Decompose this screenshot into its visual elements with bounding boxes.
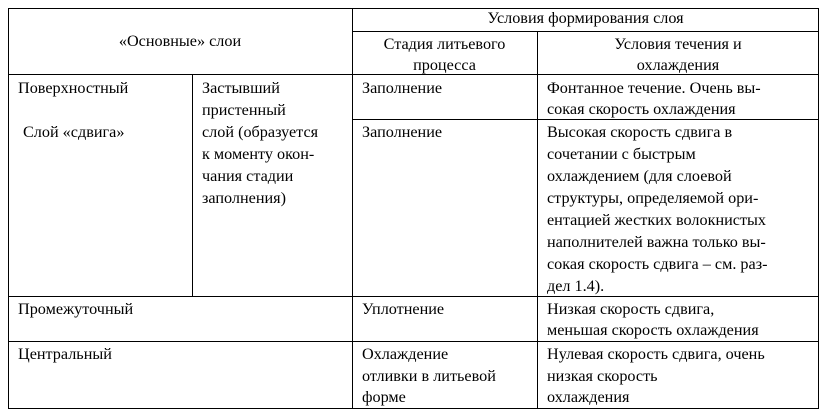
frozen-layer-divider <box>192 74 193 297</box>
stage-line: Охлаждение <box>362 345 449 363</box>
flow-line: Высокая скорость сдвига в <box>547 123 733 141</box>
flow-line: дел 1.4). <box>547 277 605 295</box>
stage-line: отливки в литьевой <box>362 367 496 385</box>
flow-line: наполнителей важна только вы- <box>547 233 766 251</box>
flow-line: Низкая скорость сдвига, <box>547 300 715 318</box>
flow-line: охлаждения <box>547 388 630 406</box>
header-flow-line: охлаждения <box>636 56 720 74</box>
layer-cell: Центральный <box>18 345 112 363</box>
stage-line: форме <box>362 388 406 406</box>
flow-line: структуры, определяемой ори- <box>547 189 759 207</box>
layer-cell: Слой «сдвига» <box>23 123 125 141</box>
header-flow-line: Условия течения и <box>614 35 742 53</box>
flow-line: сочетании с быстрым <box>547 145 696 163</box>
frozen-layer-line: чания стадии <box>202 167 294 185</box>
flow-line: меньшая скорость охлаждения <box>547 321 759 339</box>
frozen-layer-line: заполнения) <box>202 189 286 207</box>
header-stage-line: процесса <box>413 56 476 74</box>
row-divider-2 <box>8 296 819 297</box>
stage-cell: Заполнение <box>362 79 443 97</box>
layer-cell: Поверхностный <box>18 79 129 97</box>
column-divider-flow <box>537 31 538 409</box>
flow-line: Фонтанное течение. Очень вы- <box>547 79 761 97</box>
header-stage-line: Стадия литьевого <box>383 35 506 53</box>
table-border-left <box>8 8 9 409</box>
flow-line: ентацией жестких волокнистых <box>547 211 767 229</box>
frozen-layer-line: к моменту окон- <box>202 145 315 163</box>
frozen-layer-line: слой (образуется <box>202 123 319 141</box>
flow-line: Нулевая скорость сдвига, очень <box>547 345 765 363</box>
flow-line: охлаждением (для слоевой <box>547 167 732 185</box>
frozen-layer-line: Застывший <box>202 79 280 97</box>
table-border-bottom <box>8 408 819 409</box>
frozen-layer-line: пристенный <box>202 101 286 119</box>
stage-cell: Заполнение <box>362 123 443 141</box>
flow-line: низкая скорость <box>547 367 658 385</box>
layer-cell: Промежуточный <box>18 300 134 318</box>
header-conditions: Условия формирования слоя <box>487 9 684 27</box>
header-conditions-divider <box>352 31 819 32</box>
header-layers: «Основные» слои <box>118 32 242 50</box>
stage-cell: Уплотнение <box>362 300 445 318</box>
flow-line: сокая скорость сдвига – см. раз- <box>547 255 768 273</box>
flow-line: сокая скорость охлаждения <box>547 100 736 118</box>
